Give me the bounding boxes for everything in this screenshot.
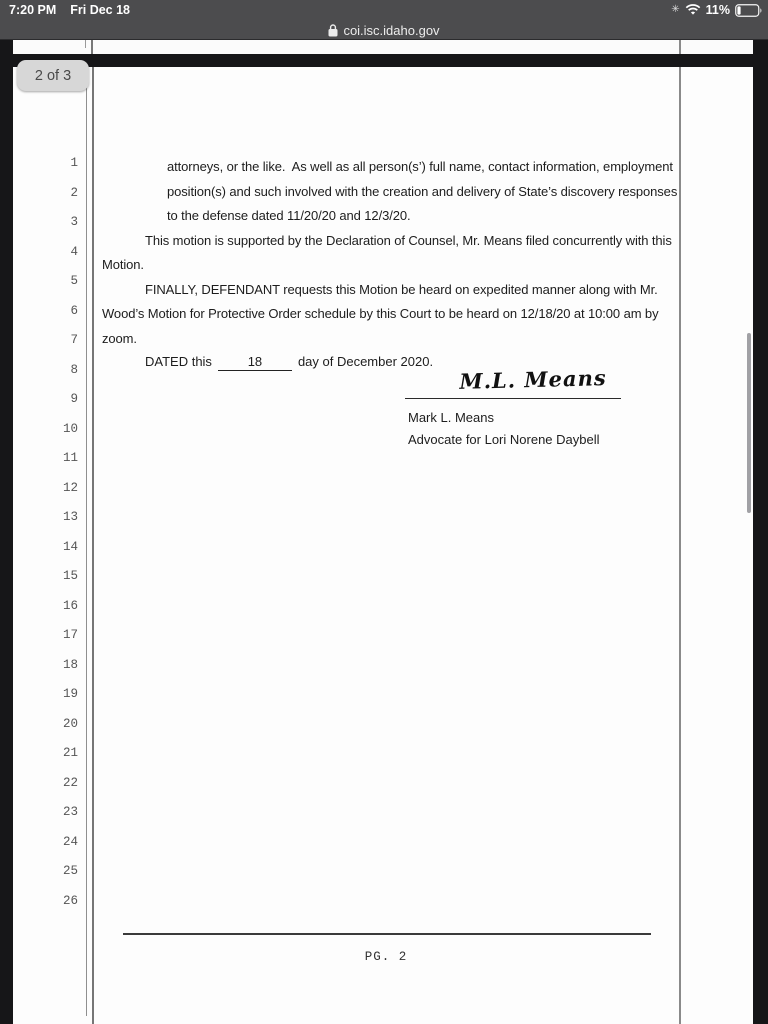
address-domain: coi.isc.idaho.gov (343, 22, 440, 38)
pleading-line-number: 5 (70, 274, 78, 289)
wifi-icon (685, 4, 701, 16)
document-text-line: Motion. (102, 257, 144, 272)
document-text-line: FINALLY, DEFENDANT requests this Motion be heard on expedited manner along with Mr. (145, 281, 658, 297)
pleading-left-rule-outer (92, 67, 94, 1024)
pleading-line-number: 2 (70, 185, 78, 200)
dated-prefix: DATED this (145, 354, 212, 369)
pleading-line-number: 1 (70, 156, 78, 170)
pleading-line-number: 3 (70, 215, 78, 230)
dated-suffix: day of December 2020. (297, 354, 434, 369)
battery-icon (735, 4, 762, 17)
pleading-line-number: 17 (62, 628, 78, 643)
pleading-line-number: 7 (70, 333, 78, 348)
pleading-line-number: 13 (62, 510, 78, 525)
signature-name: Mark L. Means (408, 410, 494, 425)
pleading-line-number: 12 (62, 480, 78, 495)
dated-day-blank: 18 (218, 354, 292, 371)
scrollbar-thumb[interactable] (747, 333, 751, 513)
footer-page-number: PG. 2 (364, 950, 408, 964)
document-text-line: Wood’s Motion for Protective Order schedule by this Court to be heard on 12/18/20 at 10:00 am by (102, 306, 659, 321)
document-text-line: position(s) and such involved with the creation and delivery of State’s discovery responses (167, 183, 678, 199)
document-text-line: to the defense dated 11/20/20 and 12/3/20. (167, 208, 411, 223)
network-activity-icon: ✳ (671, 4, 680, 15)
pleading-line-number: 19 (62, 687, 78, 702)
signature-line (405, 398, 621, 399)
pdf-viewer[interactable] (0, 40, 768, 1024)
footer-rule (123, 933, 651, 935)
pleading-line-number: 20 (62, 716, 78, 731)
pleading-line-number: 25 (62, 864, 78, 879)
pleading-line-number: 14 (62, 539, 78, 554)
pleading-line-number: 18 (62, 657, 78, 672)
pleading-line-number: 15 (62, 569, 78, 584)
document-text-line: This motion is supported by the Declaration of Counsel, Mr. Means filed concurrently with this (145, 232, 672, 248)
address-bar[interactable] (0, 20, 768, 40)
page-indicator-badge: 2 of 3 (17, 60, 89, 91)
status-bar (0, 0, 768, 20)
document-text-line: zoom. (102, 330, 137, 346)
signature-title: Advocate for Lori Norene Daybell (408, 432, 600, 447)
status-time: 7:20 PM (9, 3, 57, 17)
pleading-line-number: 23 (62, 805, 78, 820)
previous-page-sliver (13, 40, 753, 54)
status-date: Fri Dec 18 (70, 3, 131, 17)
prev-page-left-rule-outer (91, 40, 93, 54)
pleading-line-number: 16 (62, 598, 78, 613)
pdf-page[interactable] (13, 67, 753, 1024)
pleading-line-number: 6 (70, 303, 78, 318)
pleading-line-number: 21 (62, 746, 78, 761)
pleading-line-number: 9 (70, 392, 78, 407)
pleading-line-number: 24 (62, 834, 78, 849)
signature-script: M.L. Means (459, 365, 607, 394)
pleading-line-number: 11 (62, 451, 78, 466)
pleading-line-number: 10 (62, 421, 78, 436)
document-text-line: attorneys, or the like. As well as all person(s’) full name, contact information, employment (167, 159, 673, 174)
lock-icon (328, 24, 338, 37)
dated-line (145, 353, 433, 371)
pleading-line-number: 4 (70, 244, 78, 259)
pleading-line-number: 22 (62, 775, 78, 790)
pleading-right-rule (679, 67, 681, 1024)
battery-percent: 11% (705, 3, 730, 17)
pleading-left-rule-inner (86, 67, 87, 1016)
prev-page-left-rule-inner (85, 40, 86, 48)
pleading-line-number: 26 (62, 894, 78, 908)
browser-chrome (0, 0, 768, 40)
prev-page-right-rule (679, 40, 681, 54)
pleading-line-number: 8 (70, 362, 78, 377)
